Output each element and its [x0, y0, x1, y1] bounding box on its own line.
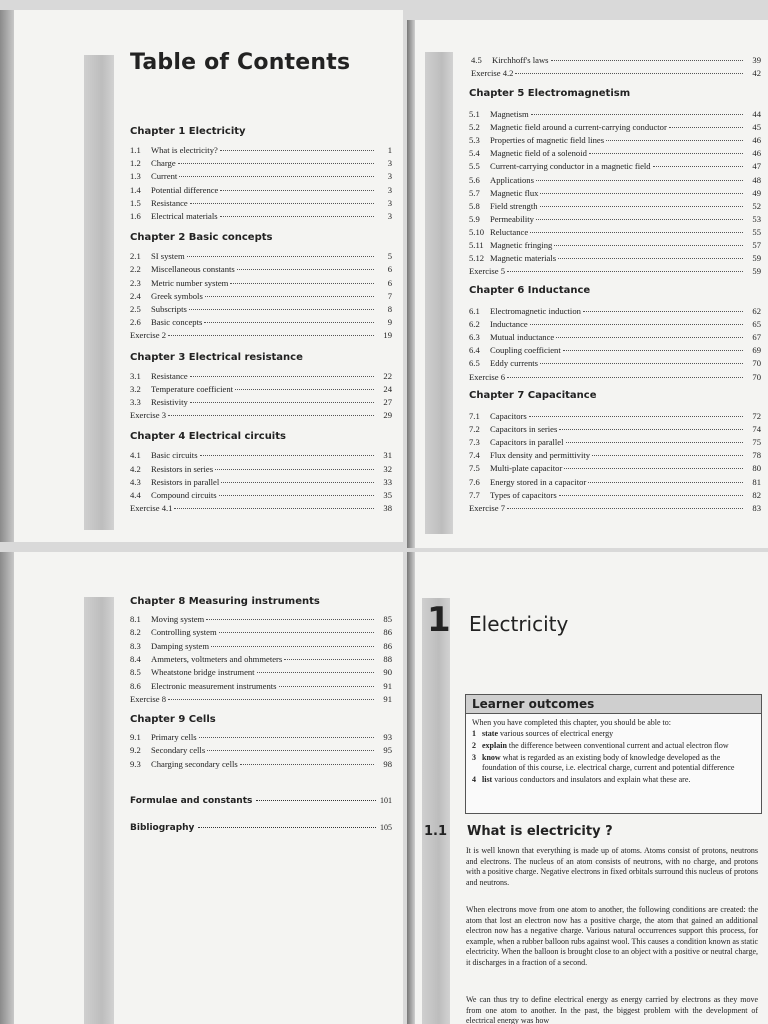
toc-page-3 — [0, 552, 403, 1024]
toc-entry-number: 5.12 — [469, 253, 485, 264]
toc-entry — [469, 331, 761, 344]
toc-entry-page: 3 — [387, 197, 392, 208]
margin-strip — [425, 52, 453, 534]
toc-entry — [130, 731, 392, 744]
toc-page-2 — [407, 20, 768, 548]
toc-formulae-page: 101 — [380, 796, 392, 805]
learner-outcome-number: 4 — [472, 775, 476, 784]
toc-entry-page: 82 — [752, 489, 761, 500]
toc-entry — [469, 462, 761, 475]
toc-entry-number: 2.4 — [130, 290, 141, 301]
toc-entry-number: 9.1 — [130, 732, 141, 743]
toc-entry — [469, 187, 761, 200]
toc-entry — [469, 410, 761, 423]
toc-entry-title: Capacitors in parallel — [490, 437, 564, 448]
toc-entry — [469, 265, 761, 278]
toc-entry-title: Energy stored in a capacitor — [490, 476, 587, 487]
toc-entry-page: 8 — [387, 304, 392, 314]
toc-entry-title: Multi-plate capacitor — [490, 463, 563, 474]
toc-entry-title: Temperature coefficient — [151, 383, 234, 394]
toc-entry-number: 8.1 — [130, 614, 141, 624]
toc-entry-title: Current — [151, 171, 178, 182]
toc-entry-title: Secondary cells — [151, 745, 206, 756]
toc-entry-number: 7.3 — [469, 437, 480, 448]
toc-entry-page: 62 — [752, 306, 761, 316]
toc-entry — [469, 213, 761, 226]
toc-entry — [130, 489, 392, 502]
toc-entry — [471, 67, 761, 80]
toc-entry — [130, 170, 392, 183]
toc-entry-title: Wheatstone bridge instrument — [151, 667, 255, 678]
toc-entry — [130, 250, 392, 263]
toc-entry — [471, 54, 761, 67]
toc-entry — [130, 449, 392, 462]
toc-bibliography-row — [130, 823, 392, 833]
toc-entry-page: 9 — [387, 317, 392, 328]
toc-entry — [130, 303, 392, 316]
toc-entry-title: Mutual inductance — [490, 332, 555, 343]
toc-entry-page: 31 — [383, 450, 392, 461]
toc-entry-number: 9.2 — [130, 745, 141, 756]
toc-entry-number: 6.1 — [469, 306, 480, 316]
chapter-title: Electricity — [469, 612, 569, 636]
toc-entry-number: 3.1 — [130, 370, 141, 381]
toc-entry-page: 72 — [752, 411, 761, 421]
learner-outcome-number: 1 — [472, 729, 476, 738]
toc-entry-number: 1.4 — [130, 184, 141, 195]
toc-entry-page: 85 — [383, 614, 392, 624]
toc-entry — [130, 396, 392, 409]
toc-entry-title: Damping system — [151, 640, 210, 651]
toc-entry-number: 6.2 — [469, 319, 480, 330]
toc-entry-title: Electronic measurement instruments — [151, 680, 277, 691]
toc-entry-number: 6.5 — [469, 358, 480, 369]
toc-entry-number: Exercise 5 — [469, 266, 506, 277]
toc-page-1 — [0, 10, 403, 542]
toc-entry-page: 59 — [752, 266, 761, 277]
toc-entry — [469, 371, 761, 384]
toc-entry-page: 83 — [752, 502, 761, 513]
toc-entry-title: Magnetic materials — [490, 253, 557, 264]
toc-chapter-heading: Chapter 9 Cells — [130, 714, 216, 726]
toc-entry-page: 95 — [383, 745, 392, 756]
margin-strip — [84, 55, 114, 530]
section-number: 1.1 — [424, 824, 448, 839]
toc-entry-title: Miscellaneous constants — [151, 264, 235, 275]
toc-entry — [469, 357, 761, 370]
toc-entry-title: Potential difference — [151, 184, 219, 195]
learner-outcome-text: list various conductors and insulators and explain what these are. — [482, 775, 691, 784]
margin-strip — [422, 598, 450, 1024]
toc-entry — [130, 197, 392, 210]
toc-entry-page: 47 — [752, 161, 761, 172]
learner-outcome-item — [466, 741, 761, 753]
toc-entry-number: 7.7 — [469, 489, 480, 500]
toc-entry-title: Greek symbols — [151, 290, 203, 301]
toc-entry — [469, 121, 761, 134]
toc-entry — [130, 263, 392, 276]
toc-entry-number: 5.5 — [469, 161, 480, 172]
learner-outcome-item — [466, 775, 761, 787]
toc-entry-page: 38 — [383, 503, 392, 514]
toc-entry-page: 45 — [752, 122, 761, 133]
toc-entry — [469, 489, 761, 502]
binding-shadow — [407, 20, 415, 548]
binding-shadow — [0, 552, 14, 1024]
toc-entry-page: 78 — [752, 450, 761, 461]
toc-entry-page: 74 — [752, 424, 761, 435]
toc-entry-page: 19 — [383, 330, 392, 341]
toc-entry-page: 57 — [752, 240, 761, 250]
toc-entry-page: 27 — [383, 397, 392, 407]
toc-entry-page: 98 — [383, 758, 392, 769]
toc-entry — [130, 277, 392, 290]
toc-entry-number: 5.1 — [469, 109, 480, 119]
toc-entry-number: 7.5 — [469, 463, 480, 474]
toc-entry-title: Resistance — [151, 370, 188, 381]
toc-entry-page: 88 — [383, 653, 392, 664]
toc-entry-title: Properties of magnetic field lines — [490, 135, 605, 146]
toc-entry-number: 6.3 — [469, 332, 480, 343]
toc-entry-page: 5 — [387, 251, 392, 262]
toc-entry-title: Basic circuits — [151, 450, 198, 461]
toc-entry-page: 42 — [752, 68, 761, 78]
toc-formulae-row — [130, 796, 392, 806]
toc-chapter-heading: Chapter 3 Electrical resistance — [130, 351, 303, 363]
toc-title: Table of Contents — [130, 50, 351, 75]
toc-entry-page: 59 — [752, 253, 761, 264]
toc-entry-title: Capacitors — [490, 411, 527, 421]
toc-entry-number: 4.2 — [130, 463, 141, 474]
toc-entry-number: 3.2 — [130, 383, 141, 394]
toc-entry — [130, 144, 392, 157]
toc-entry-title: Magnetic flux — [490, 187, 539, 198]
toc-entry-page: 86 — [383, 640, 392, 651]
toc-entry — [130, 626, 392, 639]
toc-entry-page: 1 — [387, 145, 392, 155]
toc-entry — [130, 383, 392, 396]
toc-entry-title: Magnetic fringing — [490, 240, 553, 250]
toc-entry-page: 35 — [383, 490, 392, 500]
toc-entry-number: 8.6 — [130, 680, 141, 691]
learner-outcomes-heading: Learner outcomes — [466, 695, 761, 714]
toc-entry-number: Exercise 3 — [130, 410, 167, 421]
toc-bibliography-label: Bibliography — [130, 823, 195, 833]
learner-outcome-number: 2 — [472, 741, 476, 750]
toc-entry-title: SI system — [151, 251, 185, 262]
toc-entry-page: 52 — [752, 200, 761, 211]
learner-outcome-text: explain the difference between conventional current and actual electron flow — [482, 741, 729, 750]
toc-entry-number: 5.9 — [469, 213, 480, 224]
toc-entry-title: Magnetic field of a solenoid — [490, 148, 587, 159]
toc-entry-page: 65 — [752, 319, 761, 330]
learner-outcomes-list — [466, 729, 761, 787]
toc-entry-page: 22 — [383, 370, 392, 381]
toc-entry-title: Types of capacitors — [490, 489, 557, 500]
toc-entry — [130, 640, 392, 653]
toc-entry-number: 1.1 — [130, 145, 141, 155]
toc-entry — [130, 210, 392, 223]
toc-entry-title: Charging secondary cells — [151, 758, 238, 769]
toc-entry-title: Resistivity — [151, 397, 188, 407]
toc-entry-number: Exercise 7 — [469, 502, 506, 513]
toc-entry-page: 39 — [752, 55, 761, 65]
chapter-1-page — [407, 552, 768, 1024]
toc-entry-title: Controlling system — [151, 627, 217, 638]
toc-entry-title: Eddy currents — [490, 358, 538, 369]
toc-entry-title: Subscripts — [151, 304, 187, 314]
toc-entry-title: Field strength — [490, 200, 538, 211]
toc-entry-number: 4.1 — [130, 450, 141, 461]
learner-outcome-number: 3 — [472, 753, 476, 762]
toc-entry-number: 7.2 — [469, 424, 480, 435]
toc-entry-title: Metric number system — [151, 277, 229, 288]
toc-entry — [469, 449, 761, 462]
learner-outcomes-box — [465, 694, 762, 814]
toc-entry-page: 32 — [383, 463, 392, 474]
toc-entry — [469, 436, 761, 449]
toc-entry — [469, 344, 761, 357]
toc-entry-number: 4.3 — [130, 476, 141, 487]
toc-entry — [130, 329, 392, 342]
toc-entry-number: 2.2 — [130, 264, 141, 275]
toc-entry-number: 5.2 — [469, 122, 480, 133]
toc-entry-number: 5.10 — [469, 226, 485, 237]
toc-entry-number: Exercise 8 — [130, 693, 167, 704]
toc-chapter-heading: Chapter 8 Measuring instruments — [130, 596, 320, 607]
toc-entry — [130, 409, 392, 422]
toc-chapter-heading: Chapter 1 Electricity — [130, 126, 246, 137]
toc-entry-number: 5.6 — [469, 174, 480, 185]
toc-entry — [130, 463, 392, 476]
toc-entry — [469, 200, 761, 213]
toc-entry-page: 48 — [752, 174, 761, 185]
toc-entry — [469, 502, 761, 515]
toc-entry-number: 8.3 — [130, 640, 141, 651]
learner-outcomes-intro: When you have completed this chapter, you should be able to: — [472, 718, 671, 727]
toc-entry-page: 49 — [752, 187, 761, 198]
toc-entry-number: 5.7 — [469, 187, 480, 198]
toc-entry — [469, 160, 761, 173]
toc-entry — [469, 305, 761, 318]
toc-entry-number: 1.6 — [130, 211, 141, 221]
toc-entry-number: Exercise 4.1 — [130, 503, 173, 514]
section-title: What is electricity ? — [467, 824, 613, 839]
toc-entry-page: 3 — [387, 184, 392, 195]
body-paragraph-1: It is well known that everything is made up of atoms. Atoms consist of protons, neutrons and electrons. The nucleus of an atom consists of neutrons, with no charge, and protons with a positive charge. Negative electrons in fixed orbitals surround this nucleus of protons and neutrons. — [466, 846, 758, 887]
toc-entry-page: 75 — [752, 437, 761, 448]
toc-entry — [130, 680, 392, 693]
toc-entry-number: 8.5 — [130, 667, 141, 678]
toc-entry-page: 69 — [752, 345, 761, 356]
margin-strip — [84, 597, 114, 1024]
toc-entry — [130, 613, 392, 626]
toc-entry-title: Inductance — [490, 319, 528, 330]
toc-entry-title: Reluctance — [490, 226, 529, 237]
toc-entry — [130, 476, 392, 489]
toc-bibliography-page: 105 — [380, 823, 392, 832]
toc-entry — [469, 318, 761, 331]
toc-entry-number: Exercise 2 — [130, 330, 167, 341]
toc-entry-page: 3 — [387, 211, 392, 221]
toc-entry-page: 67 — [752, 332, 761, 343]
toc-entry — [469, 423, 761, 436]
toc-entry — [130, 157, 392, 170]
toc-entry-number: 4.5 — [471, 55, 482, 65]
toc-entry-title: Flux density and permittivity — [490, 450, 591, 461]
toc-entry-title: Compound circuits — [151, 490, 217, 500]
toc-entry-number: 1.5 — [130, 197, 141, 208]
toc-entry — [130, 370, 392, 383]
toc-entry — [469, 174, 761, 187]
toc-entry-number: 7.1 — [469, 411, 480, 421]
toc-entry-title: What is electricity? — [151, 145, 218, 155]
toc-entry-number: 7.6 — [469, 476, 480, 487]
toc-entry-title: Moving system — [151, 614, 205, 624]
toc-entry — [469, 252, 761, 265]
toc-formulae-label: Formulae and constants — [130, 796, 253, 806]
toc-entry-page: 29 — [383, 410, 392, 421]
toc-entry-page: 46 — [752, 148, 761, 159]
toc-entry-page: 93 — [383, 732, 392, 743]
toc-entry-number: 2.5 — [130, 304, 141, 314]
toc-entry — [130, 502, 392, 515]
toc-entry-title: Ammeters, voltmeters and ohmmeters — [151, 653, 283, 664]
toc-entry-title: Applications — [490, 174, 534, 185]
toc-entry-title: Permeability — [490, 213, 534, 224]
toc-chapter-heading: Chapter 4 Electrical circuits — [130, 431, 286, 443]
toc-entry-page: 44 — [752, 109, 761, 119]
toc-entry-number: Exercise 4.2 — [471, 68, 514, 78]
toc-entry-number: 5.11 — [469, 240, 484, 250]
toc-entry — [469, 476, 761, 489]
toc-entry-title: Current-carrying conductor in a magnetic field — [490, 161, 651, 172]
toc-entry-number: 8.4 — [130, 653, 141, 664]
toc-entry-title: Resistors in series — [151, 463, 214, 474]
learner-outcome-text: state various sources of electrical energy — [482, 729, 614, 738]
body-paragraph-2: When electrons move from one atom to another, the following conditions are created: the atom that lost an electron now has a positive charge, the atom that gained an additional electron now has a negative charge. Various natural occurrences support this process, for example, when a rubber balloon rubs against wool. This causes a condition known as static electricity. When the balloon is brought close to an object with a positive or neutral charge, it discharges in a fraction of a second. — [466, 905, 758, 967]
toc-entry-number: 2.6 — [130, 317, 141, 328]
toc-entry — [469, 239, 761, 252]
toc-entry-number: 4.4 — [130, 490, 141, 500]
toc-entry-title: Electrical materials — [151, 211, 218, 221]
toc-entry-page: 91 — [383, 680, 392, 691]
toc-entry-page: 3 — [387, 171, 392, 182]
toc-entry-page: 46 — [752, 135, 761, 146]
toc-entry-page: 70 — [752, 371, 761, 382]
toc-entry-number: 1.2 — [130, 158, 141, 169]
learner-outcome-item — [466, 729, 761, 741]
toc-entry-number: 1.3 — [130, 171, 141, 182]
toc-entry — [130, 184, 392, 197]
toc-entry — [130, 744, 392, 757]
toc-entry-page: 7 — [387, 290, 392, 301]
toc-entry-title: Primary cells — [151, 732, 197, 743]
body-paragraph-3: We can thus try to define electrical energy as energy carried by electrons as they move from one atom to another. In the past, the biggest problem with the development of electrical energy was how — [466, 995, 758, 1024]
toc-entry-number: 5.8 — [469, 200, 480, 211]
toc-entry-number: 9.3 — [130, 758, 141, 769]
toc-entry-number: 7.4 — [469, 450, 480, 461]
toc-entry-number: 3.3 — [130, 397, 141, 407]
toc-entry-page: 81 — [752, 476, 761, 487]
toc-entry-number: 6.4 — [469, 345, 480, 356]
learner-outcome-text: know what is regarded as an existing body of knowledge developed as the foundation of this course, i.e. electrical charge, current and potential difference — [482, 753, 735, 772]
toc-entry — [130, 290, 392, 303]
toc-entry-page: 91 — [383, 693, 392, 704]
toc-chapter-heading: Chapter 2 Basic concepts — [130, 232, 273, 244]
toc-entry-title: Basic concepts — [151, 317, 203, 328]
toc-entry-page: 55 — [752, 226, 761, 237]
toc-entry-page: 6 — [387, 264, 392, 275]
toc-entry-page: 86 — [383, 627, 392, 638]
chapter-number: 1 — [427, 600, 451, 640]
toc-entry-title: Magnetism — [490, 109, 529, 119]
toc-entry-title: Resistors in parallel — [151, 476, 220, 487]
toc-entry-title: Resistance — [151, 197, 188, 208]
toc-entry-page: 80 — [752, 463, 761, 474]
toc-entry — [469, 226, 761, 239]
toc-entry — [469, 134, 761, 147]
toc-entry-number: 2.3 — [130, 277, 141, 288]
toc-entry — [130, 666, 392, 679]
toc-entry-number: Exercise 6 — [469, 371, 506, 382]
toc-entry-page: 3 — [387, 158, 392, 169]
toc-entry-number: 5.3 — [469, 135, 480, 146]
toc-entry-title: Coupling coefficient — [490, 345, 561, 356]
toc-chapter-heading: Chapter 6 Inductance — [469, 285, 591, 296]
toc-entry — [469, 147, 761, 160]
toc-entry-title: Charge — [151, 158, 176, 169]
toc-entry-page: 70 — [752, 358, 761, 369]
toc-entry-title: Electromagnetic induction — [490, 306, 581, 316]
toc-entry-title: Kirchhoff's laws — [492, 55, 549, 65]
toc-entry — [130, 653, 392, 666]
toc-entry-number: 8.2 — [130, 627, 141, 638]
toc-entry-number: 5.4 — [469, 148, 480, 159]
binding-shadow — [407, 552, 415, 1024]
binding-shadow — [0, 10, 14, 542]
toc-chapter-heading: Chapter 5 Electromagnetism — [469, 88, 631, 99]
toc-entry-page: 33 — [383, 476, 392, 487]
toc-entry-page: 6 — [387, 277, 392, 288]
toc-entry — [130, 693, 392, 706]
toc-entry — [130, 758, 392, 771]
toc-entry-title: Capacitors in series — [490, 424, 558, 435]
learner-outcome-item — [466, 753, 761, 775]
toc-entry — [469, 108, 761, 121]
toc-entry-page: 90 — [383, 667, 392, 678]
toc-entry-page: 53 — [752, 213, 761, 224]
toc-entry-number: 2.1 — [130, 251, 141, 262]
toc-chapter-heading: Chapter 7 Capacitance — [469, 390, 597, 401]
toc-entry-page: 24 — [383, 383, 392, 394]
toc-entry — [130, 316, 392, 329]
toc-entry-title: Magnetic field around a current-carrying conductor — [490, 122, 667, 133]
